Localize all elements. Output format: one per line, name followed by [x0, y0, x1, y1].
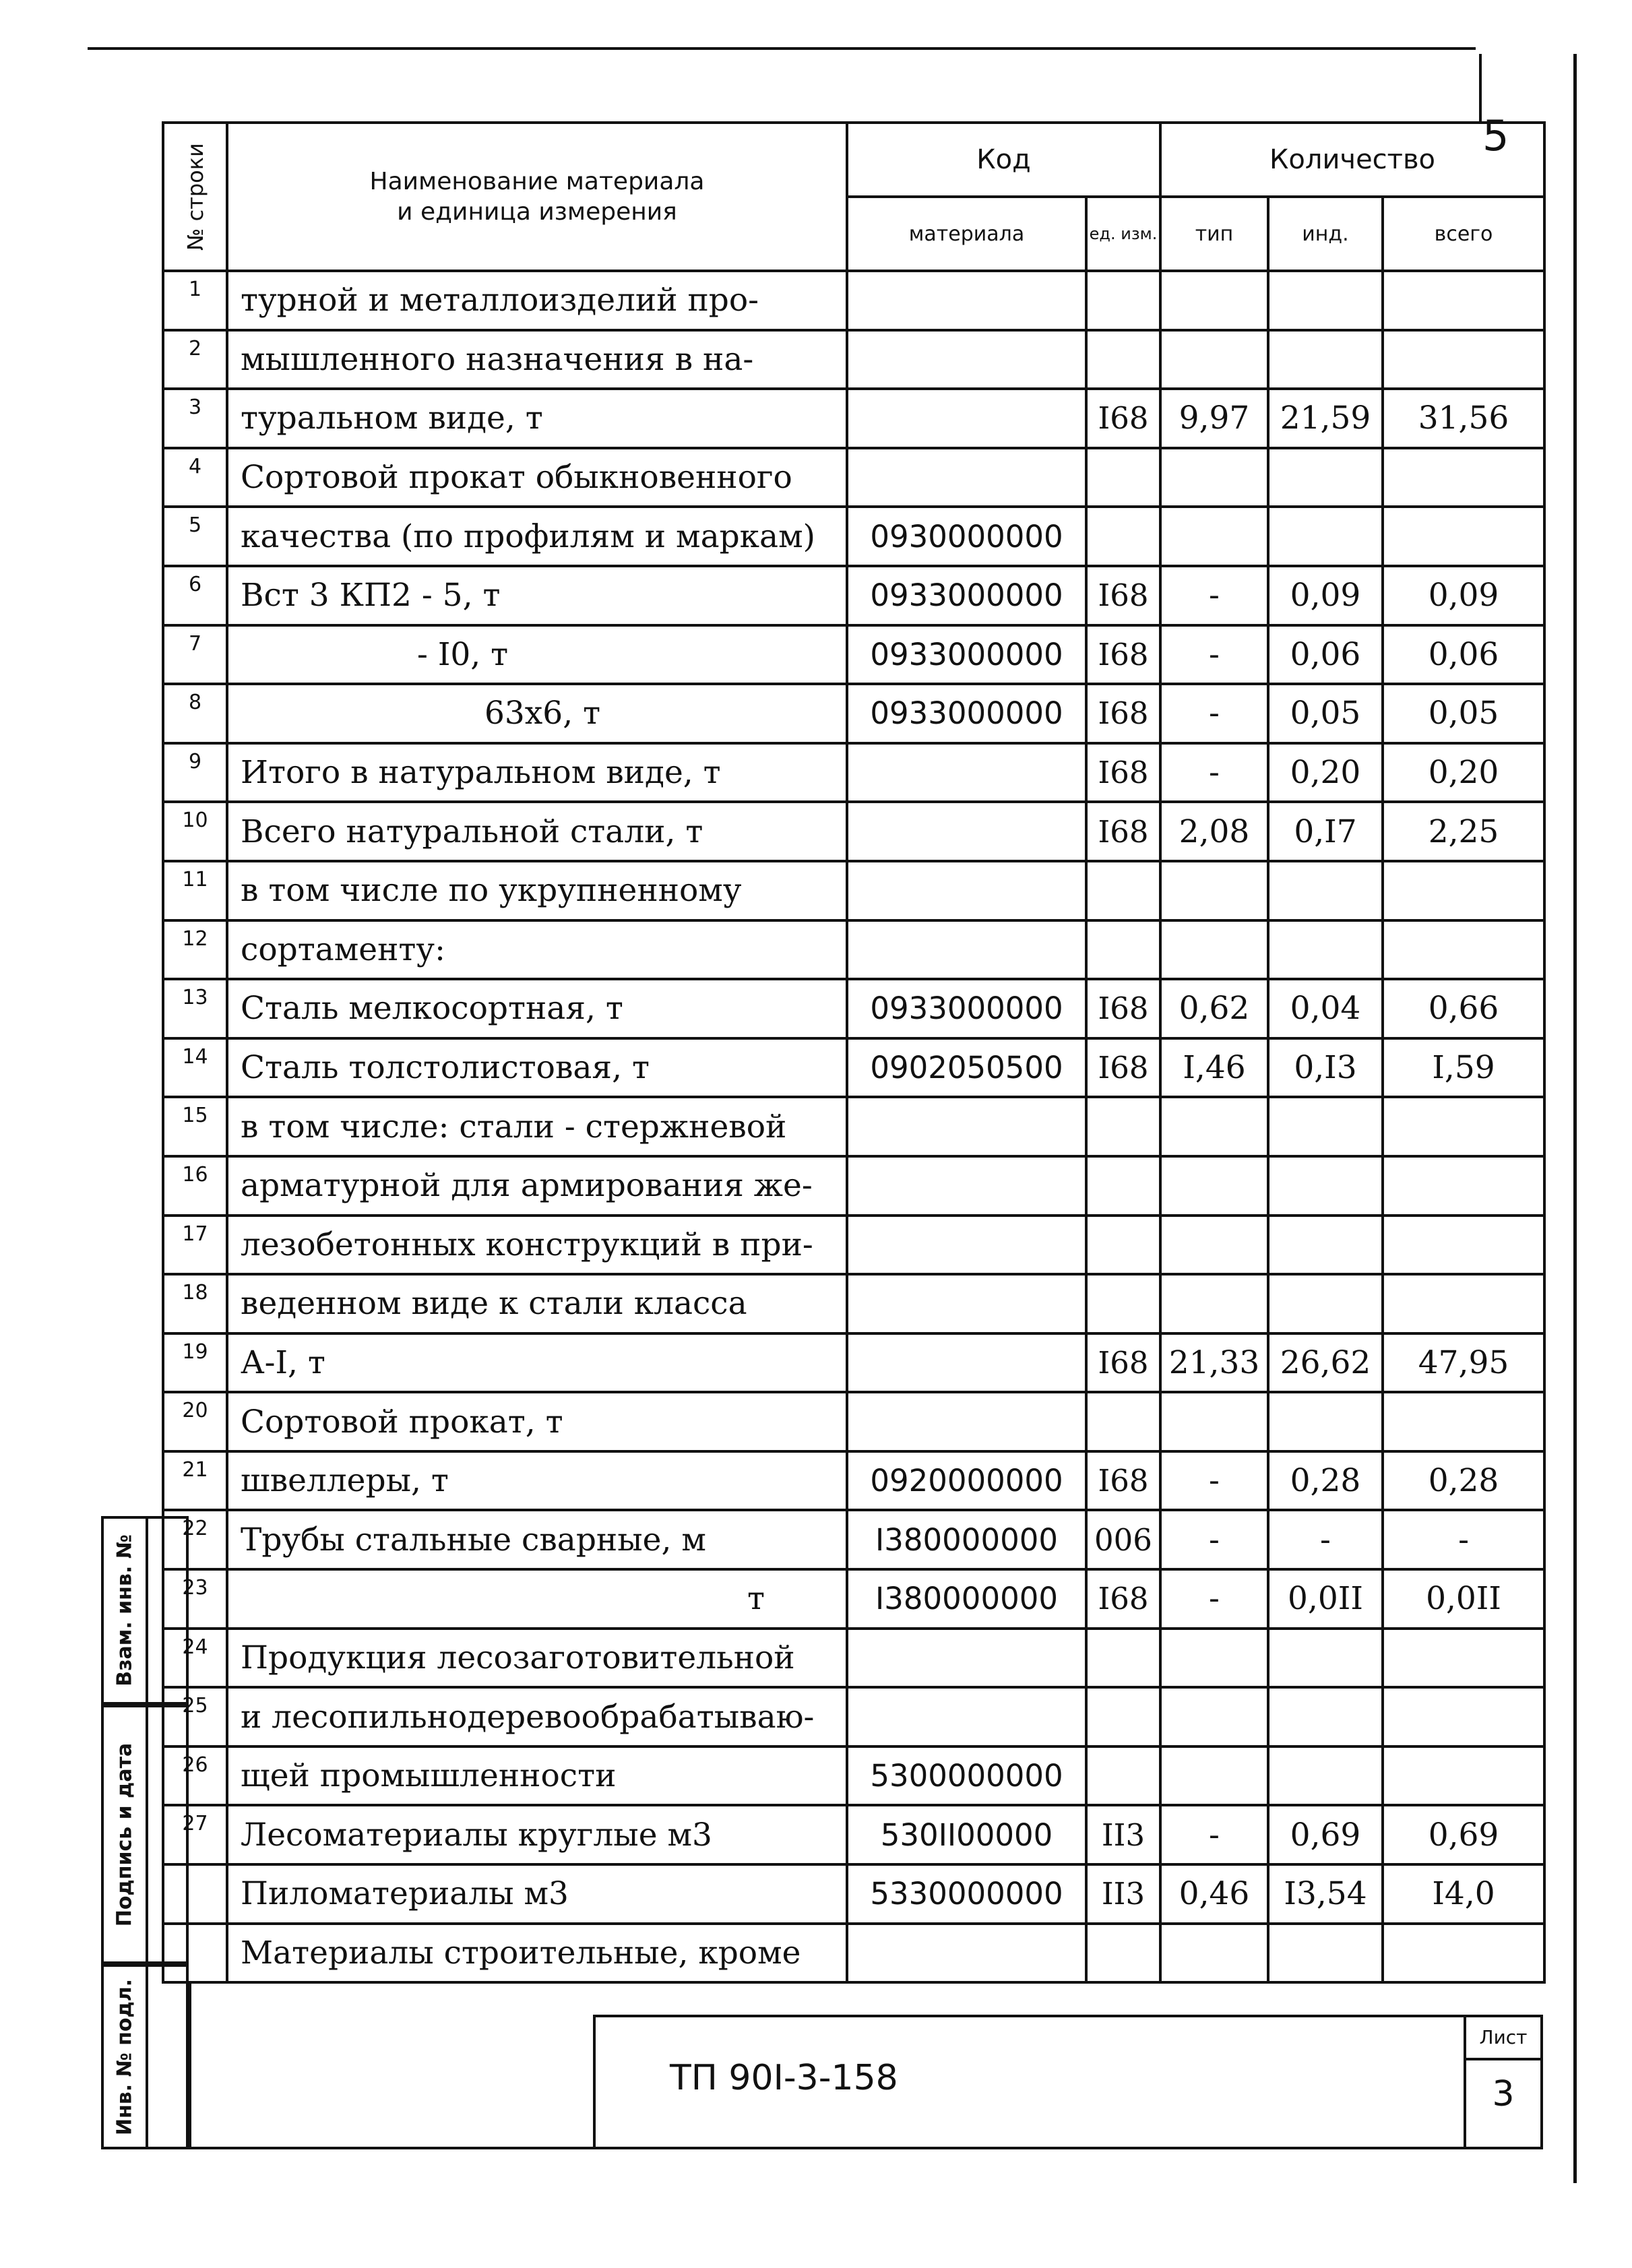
typ-qty-cell: 9,97 [1160, 389, 1268, 448]
unit-cell: I68 [1086, 1569, 1160, 1629]
material-name-cell: в том числе по укрупненному [227, 861, 847, 920]
typ-qty-cell [1160, 1097, 1268, 1156]
material-code-cell [847, 271, 1086, 330]
total-qty-cell [1383, 1392, 1544, 1451]
row-number-cell: 1 [163, 271, 227, 330]
row-number-cell: 2 [163, 330, 227, 389]
total-qty-cell [1383, 1274, 1544, 1333]
material-name-cell: щей промышленности [227, 1746, 847, 1806]
typ-qty-cell: 0,62 [1160, 979, 1268, 1038]
material-code-cell: 0933000000 [847, 684, 1086, 743]
side-stamp-sign-date [101, 1705, 189, 1964]
row-number-cell: 5 [163, 507, 227, 566]
table-row [163, 1451, 1544, 1511]
table-row [163, 271, 1544, 330]
total-qty-cell [1383, 1924, 1544, 1983]
unit-cell [1086, 448, 1160, 507]
table-row [163, 507, 1544, 566]
total-qty-cell [1383, 1156, 1544, 1216]
material-code-cell [847, 920, 1086, 980]
unit-cell [1086, 1274, 1160, 1333]
sheet-number: 3 [1492, 2074, 1515, 2114]
code-group-header: Код [847, 123, 1160, 197]
unit-cell: I68 [1086, 802, 1160, 861]
page-number-divider [1479, 54, 1482, 121]
ind-qty-cell [1268, 1097, 1383, 1156]
row-number-cell: 10 [163, 802, 227, 861]
material-code-cell [847, 1097, 1086, 1156]
right-margin-line [1573, 54, 1577, 2183]
row-number-cell: 14 [163, 1038, 227, 1098]
material-name-cell: Трубы стальные сварные, м [227, 1510, 847, 1569]
table-row [163, 1924, 1544, 1983]
material-name-cell: 63x6, т [227, 684, 847, 743]
ind-qty-cell: 0,I7 [1268, 802, 1383, 861]
material-name-cell: Всего натуральной стали, т [227, 802, 847, 861]
row-number-cell: 15 [163, 1097, 227, 1156]
material-code-cell: 0933000000 [847, 566, 1086, 625]
table-row [163, 1097, 1544, 1156]
total-qty-cell: 0,69 [1383, 1805, 1544, 1864]
name-header: Наименование материала и единица измерения [227, 123, 847, 271]
ind-qty-cell: 0,05 [1268, 684, 1383, 743]
material-name-cell: Сталь мелкосортная, т [227, 979, 847, 1038]
table-row [163, 861, 1544, 920]
total-qty-cell: 0,06 [1383, 625, 1544, 685]
table-row [163, 1510, 1544, 1569]
material-name-cell: туральном виде, т [227, 389, 847, 448]
unit-cell [1086, 1097, 1160, 1156]
material-code-cell [847, 1392, 1086, 1451]
material-code-cell [847, 743, 1086, 802]
ind-qty-cell [1268, 861, 1383, 920]
unit-cell: II3 [1086, 1864, 1160, 1924]
row-number-cell: 8 [163, 684, 227, 743]
material-name-cell: - I0, т [227, 625, 847, 685]
ind-qty-cell: 0,20 [1268, 743, 1383, 802]
ind-qty-cell [1268, 1392, 1383, 1451]
material-code-cell [847, 802, 1086, 861]
material-code-cell [847, 1274, 1086, 1333]
typ-qty-cell [1160, 861, 1268, 920]
unit-cell [1086, 1156, 1160, 1216]
unit-cell: I68 [1086, 389, 1160, 448]
total-qty-cell [1383, 1216, 1544, 1275]
material-name-cell: лезобетонных конструкций в при- [227, 1216, 847, 1275]
table-row [163, 1864, 1544, 1924]
material-code-cell: 0930000000 [847, 507, 1086, 566]
unit-cell: 006 [1086, 1510, 1160, 1569]
material-name-cell: веденном виде к стали класса [227, 1274, 847, 1333]
total-qty-cell: 47,95 [1383, 1333, 1544, 1393]
material-code-cell: 0902050500 [847, 1038, 1086, 1098]
material-code-cell: 5330000000 [847, 1864, 1086, 1924]
material-code-cell: 5300000000 [847, 1746, 1086, 1806]
ind-qty-cell: 0,69 [1268, 1805, 1383, 1864]
typ-qty-cell: - [1160, 1569, 1268, 1629]
total-qty-cell: 0,28 [1383, 1451, 1544, 1511]
row-number-cell: 19 [163, 1333, 227, 1393]
row-number-cell: 27 [163, 1805, 227, 1864]
typ-qty-cell: - [1160, 625, 1268, 685]
unit-cell: I68 [1086, 1333, 1160, 1393]
row-number-cell: 16 [163, 1156, 227, 1216]
row-number-cell: 6 [163, 566, 227, 625]
quantity-group-header: Количество [1160, 123, 1544, 197]
material-name-cell: т [227, 1569, 847, 1629]
total-qty-cell: 31,56 [1383, 389, 1544, 448]
material-name-cell: мышленного назначения в на- [227, 330, 847, 389]
unit-cell [1086, 271, 1160, 330]
total-qty-cell: I4,0 [1383, 1864, 1544, 1924]
ind-header: инд. [1268, 197, 1383, 271]
row-number-cell: 7 [163, 625, 227, 685]
row-number-header: № строки [163, 123, 227, 271]
row-number-cell: 22 [163, 1510, 227, 1569]
typ-qty-cell: - [1160, 684, 1268, 743]
unit-cell [1086, 1687, 1160, 1746]
total-header: всего [1383, 197, 1544, 271]
unit-cell [1086, 330, 1160, 389]
total-qty-cell [1383, 507, 1544, 566]
material-name-cell: в том числе: стали - стержневой [227, 1097, 847, 1156]
table-row [163, 1274, 1544, 1333]
unit-cell [1086, 920, 1160, 980]
total-qty-cell: 0,66 [1383, 979, 1544, 1038]
material-code-cell: I380000000 [847, 1569, 1086, 1629]
table-row [163, 1392, 1544, 1451]
unit-cell [1086, 1392, 1160, 1451]
unit-cell [1086, 1629, 1160, 1688]
row-number-cell: 25 [163, 1687, 227, 1746]
sheet-label: Лист [1466, 2017, 1540, 2060]
total-qty-cell [1383, 448, 1544, 507]
ind-qty-cell: I3,54 [1268, 1864, 1383, 1924]
ind-qty-cell: 26,62 [1268, 1333, 1383, 1393]
material-name-cell: турной и металлоизделий про- [227, 271, 847, 330]
ind-qty-cell: 0,I3 [1268, 1038, 1383, 1098]
typ-qty-cell: - [1160, 1510, 1268, 1569]
material-name-cell: и лесопильнодеревообрабатываю- [227, 1687, 847, 1746]
total-qty-cell [1383, 271, 1544, 330]
unit-cell: I68 [1086, 684, 1160, 743]
table-row [163, 566, 1544, 625]
ind-qty-cell: 0,04 [1268, 979, 1383, 1038]
page-number: 5 [1482, 111, 1509, 160]
total-qty-cell: 0,20 [1383, 743, 1544, 802]
material-code-cell [847, 330, 1086, 389]
row-number-cell: 17 [163, 1216, 227, 1275]
total-qty-cell [1383, 330, 1544, 389]
inv-replace-label: Взам. инв. № [113, 1534, 137, 1687]
typ-qty-cell [1160, 920, 1268, 980]
material-code-cell [847, 389, 1086, 448]
side-stamp-inv-original [101, 1964, 189, 2149]
unit-cell: I68 [1086, 743, 1160, 802]
ind-qty-cell [1268, 1629, 1383, 1688]
ind-qty-cell [1268, 1687, 1383, 1746]
table-row [163, 1216, 1544, 1275]
table-row [163, 625, 1544, 685]
material-code-cell [847, 1156, 1086, 1216]
material-name-cell: качества (по профилям и маркам) [227, 507, 847, 566]
table-row [163, 979, 1544, 1038]
typ-qty-cell [1160, 1687, 1268, 1746]
total-qty-cell: 2,25 [1383, 802, 1544, 861]
row-number-cell: 18 [163, 1274, 227, 1333]
typ-qty-cell [1160, 1156, 1268, 1216]
total-qty-cell [1383, 1687, 1544, 1746]
table-row [163, 1333, 1544, 1393]
material-name-cell: арматурной для армирования же- [227, 1156, 847, 1216]
table-row [163, 802, 1544, 861]
table-row [163, 1156, 1544, 1216]
typ-qty-cell: - [1160, 1451, 1268, 1511]
ind-qty-cell [1268, 330, 1383, 389]
materials-table [162, 121, 1546, 1984]
typ-qty-cell [1160, 1924, 1268, 1983]
typ-qty-cell [1160, 507, 1268, 566]
total-qty-cell [1383, 1629, 1544, 1688]
ind-qty-cell [1268, 507, 1383, 566]
table-row [163, 743, 1544, 802]
material-code-cell [847, 1924, 1086, 1983]
row-number-cell: 24 [163, 1629, 227, 1688]
lower-frame-top-line [189, 1981, 1543, 1984]
unit-cell: I68 [1086, 1451, 1160, 1511]
material-code-cell [847, 1629, 1086, 1688]
material-name-cell: Лесоматериалы круглые м3 [227, 1805, 847, 1864]
total-qty-cell [1383, 861, 1544, 920]
row-number-cell: 9 [163, 743, 227, 802]
material-name-cell: Сортовой прокат обыкновенного [227, 448, 847, 507]
table-row [163, 1629, 1544, 1688]
table-row [163, 1038, 1544, 1098]
unit-cell: II3 [1086, 1805, 1160, 1864]
material-name-cell: Сортовой прокат, т [227, 1392, 847, 1451]
ind-qty-cell [1268, 271, 1383, 330]
material-code-cell: I380000000 [847, 1510, 1086, 1569]
ind-qty-cell [1268, 1216, 1383, 1275]
material-name-cell: швеллеры, т [227, 1451, 847, 1511]
ind-qty-cell [1268, 1274, 1383, 1333]
ind-qty-cell [1268, 1156, 1383, 1216]
lower-left-frame-line [189, 1981, 191, 2149]
sign-date-label: Подпись и дата [113, 1742, 137, 1926]
side-stamp-inv-replace [101, 1516, 189, 1705]
material-name-cell: Продукция лесозаготовительной [227, 1629, 847, 1688]
typ-qty-cell: 0,46 [1160, 1864, 1268, 1924]
table-row [163, 389, 1544, 448]
unit-cell [1086, 861, 1160, 920]
table-row [163, 1805, 1544, 1864]
typ-qty-cell: I,46 [1160, 1038, 1268, 1098]
typ-qty-cell: - [1160, 1805, 1268, 1864]
row-number-cell: 20 [163, 1392, 227, 1451]
typ-header: тип [1160, 197, 1268, 271]
typ-qty-cell [1160, 1746, 1268, 1806]
inv-original-label: Инв. № подл. [113, 1978, 137, 2135]
typ-qty-cell [1160, 271, 1268, 330]
material-code-cell: 0920000000 [847, 1451, 1086, 1511]
ind-qty-cell: 21,59 [1268, 389, 1383, 448]
material-code-header: материала [847, 197, 1086, 271]
typ-qty-cell [1160, 1392, 1268, 1451]
ind-qty-cell [1268, 448, 1383, 507]
row-number-cell: 26 [163, 1746, 227, 1806]
material-name-cell: А-I, т [227, 1333, 847, 1393]
row-number-cell: 13 [163, 979, 227, 1038]
table-row [163, 684, 1544, 743]
typ-qty-cell: - [1160, 743, 1268, 802]
material-code-cell: 0933000000 [847, 979, 1086, 1038]
row-number-cell: 3 [163, 389, 227, 448]
material-name-cell: Сталь толстолистовая, т [227, 1038, 847, 1098]
total-qty-cell: 0,09 [1383, 566, 1544, 625]
material-code-cell: 0933000000 [847, 625, 1086, 685]
material-name-cell: Материалы строительные, кроме [227, 1924, 847, 1983]
total-qty-cell [1383, 1097, 1544, 1156]
material-name-cell: Пиломатериалы м3 [227, 1864, 847, 1924]
table-row [163, 1687, 1544, 1746]
unit-cell [1086, 1746, 1160, 1806]
row-number-cell: 11 [163, 861, 227, 920]
material-name-cell: Итого в натуральном виде, т [227, 743, 847, 802]
top-border-line [88, 47, 1476, 50]
typ-qty-cell [1160, 1629, 1268, 1688]
typ-qty-cell: 2,08 [1160, 802, 1268, 861]
total-qty-cell: I,59 [1383, 1038, 1544, 1098]
material-code-cell [847, 448, 1086, 507]
material-name-cell: сортаменту: [227, 920, 847, 980]
table-row [163, 920, 1544, 980]
ind-qty-cell [1268, 1924, 1383, 1983]
ind-qty-cell [1268, 920, 1383, 980]
typ-qty-cell: 21,33 [1160, 1333, 1268, 1393]
typ-qty-cell [1160, 1274, 1268, 1333]
document-code: ТП 90I-3-158 [670, 2058, 898, 2098]
ind-qty-cell: - [1268, 1510, 1383, 1569]
unit-header: ед. изм. [1086, 197, 1160, 271]
ind-qty-cell [1268, 1746, 1383, 1806]
ind-qty-cell: 0,28 [1268, 1451, 1383, 1511]
row-number-cell: 12 [163, 920, 227, 980]
total-qty-cell [1383, 1746, 1544, 1806]
table-row [163, 330, 1544, 389]
unit-cell: I68 [1086, 566, 1160, 625]
material-name-cell: Вст 3 КП2 - 5, т [227, 566, 847, 625]
unit-cell: I68 [1086, 1038, 1160, 1098]
total-qty-cell: 0,05 [1383, 684, 1544, 743]
total-qty-cell: 0,0II [1383, 1569, 1544, 1629]
material-code-cell [847, 1216, 1086, 1275]
row-number-cell: 23 [163, 1569, 227, 1629]
typ-qty-cell [1160, 1216, 1268, 1275]
ind-qty-cell: 0,06 [1268, 625, 1383, 685]
typ-qty-cell [1160, 448, 1268, 507]
unit-cell [1086, 1924, 1160, 1983]
ind-qty-cell: 0,0II [1268, 1569, 1383, 1629]
table-row [163, 1746, 1544, 1806]
table-row [163, 448, 1544, 507]
row-number-cell: 21 [163, 1451, 227, 1511]
unit-cell [1086, 507, 1160, 566]
unit-cell: I68 [1086, 979, 1160, 1038]
material-code-cell [847, 861, 1086, 920]
typ-qty-cell: - [1160, 566, 1268, 625]
total-qty-cell: - [1383, 1510, 1544, 1569]
material-code-cell [847, 1333, 1086, 1393]
material-code-cell: 530II00000 [847, 1805, 1086, 1864]
sheet-number-box [1464, 2017, 1540, 2147]
unit-cell: I68 [1086, 625, 1160, 685]
table-row [163, 1569, 1544, 1629]
unit-cell [1086, 1216, 1160, 1275]
material-code-cell [847, 1687, 1086, 1746]
ind-qty-cell: 0,09 [1268, 566, 1383, 625]
total-qty-cell [1383, 920, 1544, 980]
title-block [593, 2015, 1543, 2149]
typ-qty-cell [1160, 330, 1268, 389]
row-number-cell: 4 [163, 448, 227, 507]
